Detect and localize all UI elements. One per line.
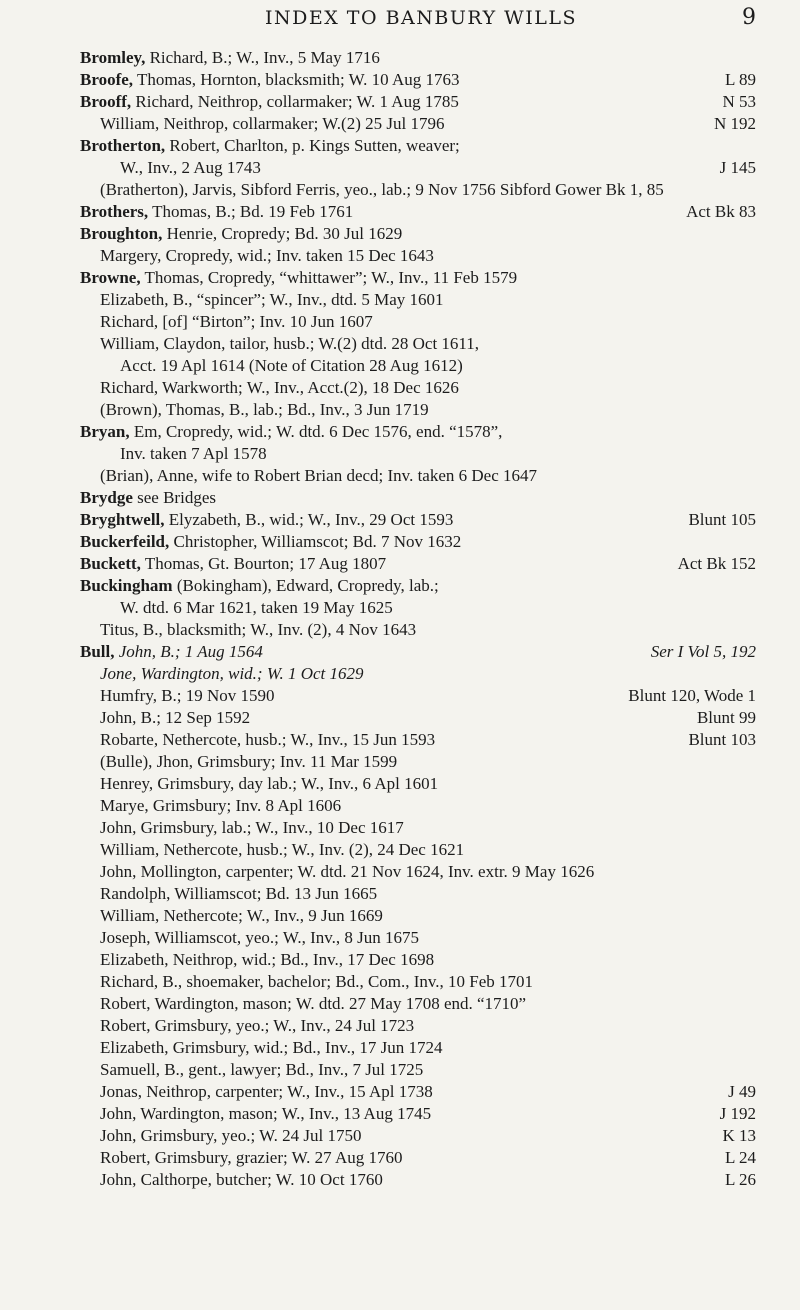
index-entry bbox=[0, 971, 800, 993]
entry-detail: Robert, Wardington, mason; W. dtd. 27 May 1708 end. “1710” bbox=[100, 994, 527, 1013]
entry-reference: Blunt 105 bbox=[688, 510, 756, 529]
entry-detail: Robert, Charlton, p. Kings Sutten, weaver; bbox=[165, 136, 460, 155]
index-entry bbox=[0, 443, 800, 465]
entry-detail: Elizabeth, Neithrop, wid.; Bd., Inv., 17 Dec 1698 bbox=[100, 950, 435, 969]
index-entry bbox=[0, 553, 800, 575]
entry-detail: Richard, Warkworth; W., Inv., Acct.(2), 18 Dec 1626 bbox=[100, 378, 459, 397]
entry-detail: Richard, Neithrop, collarmaker; W. 1 Aug 1785 bbox=[131, 92, 459, 111]
entry-text bbox=[80, 575, 439, 597]
entry-text bbox=[100, 465, 537, 487]
index-entry bbox=[0, 267, 800, 289]
entry-detail: W. dtd. 6 Mar 1621, taken 19 May 1625 bbox=[120, 598, 393, 617]
page-title: INDEX TO BANBURY WILLS bbox=[265, 7, 577, 29]
index-entry bbox=[0, 113, 800, 135]
entry-detail: Randolph, Williamscot; Bd. 13 Jun 1665 bbox=[100, 884, 378, 903]
index-entry bbox=[0, 949, 800, 971]
entry-text bbox=[120, 355, 463, 377]
entry-text bbox=[100, 333, 479, 355]
entry-text bbox=[100, 927, 419, 949]
surname: Brotherton, bbox=[80, 136, 166, 155]
entry-reference: Ser I Vol 5, 192 bbox=[650, 642, 756, 661]
entry-detail: Marye, Grimsbury; Inv. 8 Apl 1606 bbox=[100, 796, 342, 815]
entry-detail: Henrie, Cropredy; Bd. 30 Jul 1629 bbox=[162, 224, 403, 243]
entry-detail: Robarte, Nethercote, husb.; W., Inv., 15 Jun 1593 bbox=[100, 730, 436, 749]
surname: Brydge bbox=[80, 488, 133, 507]
entry-detail: Christopher, Williamscot; Bd. 7 Nov 1632 bbox=[169, 532, 462, 551]
index-entry bbox=[0, 1015, 800, 1037]
index-entry bbox=[0, 1169, 800, 1191]
index-entry bbox=[0, 421, 800, 443]
surname: Buckett, bbox=[80, 554, 141, 573]
entry-text bbox=[100, 971, 533, 993]
entry-text bbox=[80, 47, 380, 69]
entry-detail: (Brian), Anne, wife to Robert Brian decd; Inv. taken 6 Dec 1647 bbox=[100, 466, 537, 485]
surname: Broughton, bbox=[80, 224, 163, 243]
entry-detail: John, Calthorpe, butcher; W. 10 Oct 1760 bbox=[100, 1170, 383, 1189]
index-entry bbox=[0, 817, 800, 839]
entry-detail: Humfry, B.; 19 Nov 1590 bbox=[100, 686, 275, 705]
index-entry bbox=[0, 685, 800, 707]
index-entry bbox=[0, 1081, 800, 1103]
index-entry bbox=[0, 839, 800, 861]
entry-detail: Jone, Wardington, wid.; W. 1 Oct 1629 bbox=[100, 664, 364, 683]
entry-reference: Act Bk 83 bbox=[686, 202, 756, 221]
entry-detail: Robert, Grimsbury, yeo.; W., Inv., 24 Jul 1723 bbox=[100, 1016, 415, 1035]
entry-detail: Margery, Cropredy, wid.; Inv. taken 15 Dec 1643 bbox=[100, 246, 434, 265]
entry-text bbox=[100, 949, 434, 971]
surname: Brooff, bbox=[80, 92, 132, 111]
index-entry bbox=[0, 861, 800, 883]
entry-reference: J 49 bbox=[728, 1082, 756, 1101]
index-entry bbox=[0, 883, 800, 905]
entry-text bbox=[100, 861, 594, 883]
index-entry bbox=[0, 201, 800, 223]
index-entry bbox=[0, 69, 800, 91]
surname: Buckerfeild, bbox=[80, 532, 170, 551]
entry-text bbox=[100, 1147, 403, 1169]
entry-reference: Act Bk 152 bbox=[677, 554, 756, 573]
entry-reference: K 13 bbox=[722, 1126, 756, 1145]
entry-text bbox=[100, 311, 373, 333]
entry-reference: N 53 bbox=[722, 92, 756, 111]
index-entry bbox=[0, 223, 800, 245]
entry-detail: W., Inv., 2 Aug 1743 bbox=[120, 158, 261, 177]
entry-reference: L 26 bbox=[724, 1170, 756, 1189]
entry-text bbox=[100, 1015, 414, 1037]
index-entry bbox=[0, 905, 800, 927]
entry-detail: Thomas, Gt. Bourton; 17 Aug 1807 bbox=[140, 554, 387, 573]
entry-text bbox=[100, 245, 434, 267]
entry-detail: Elizabeth, B., “spincer”; W., Inv., dtd. 5 May 1601 bbox=[100, 290, 444, 309]
entry-detail: (Bulle), Jhon, Grimsbury; Inv. 11 Mar 1599 bbox=[100, 752, 398, 771]
entry-text bbox=[100, 905, 383, 927]
entry-detail: John, Grimsbury, lab.; W., Inv., 10 Dec 1617 bbox=[100, 818, 404, 837]
index-entry bbox=[0, 707, 800, 729]
entry-text bbox=[100, 817, 404, 839]
entry-detail: John, Grimsbury, yeo.; W. 24 Jul 1750 bbox=[100, 1126, 362, 1145]
index-entry bbox=[0, 619, 800, 641]
entry-detail: John, Wardington, mason; W., Inv., 13 Aug 1745 bbox=[100, 1104, 432, 1123]
entry-text bbox=[100, 179, 664, 201]
entry-text bbox=[100, 1037, 442, 1059]
entry-text bbox=[100, 289, 444, 311]
entry-detail: Thomas, Hornton, blacksmith; W. 10 Aug 1763 bbox=[133, 70, 460, 89]
entry-text bbox=[100, 751, 397, 773]
entry-reference: J 192 bbox=[719, 1104, 756, 1123]
entry-text bbox=[80, 135, 460, 157]
entry-detail: William, Nethercote, husb.; W., Inv. (2), 24 Dec 1621 bbox=[100, 840, 465, 859]
entry-text bbox=[100, 685, 275, 707]
entry-detail: Joseph, Williamscot, yeo.; W., Inv., 8 Jun 1675 bbox=[100, 928, 419, 947]
entry-text bbox=[80, 91, 459, 113]
index-entry bbox=[0, 179, 800, 201]
index-entry bbox=[0, 531, 800, 553]
index-entry bbox=[0, 399, 800, 421]
entry-text bbox=[100, 795, 341, 817]
entry-text bbox=[100, 993, 526, 1015]
entry-text bbox=[120, 597, 393, 619]
running-header bbox=[0, 7, 800, 37]
entry-text bbox=[80, 487, 216, 509]
index-entries bbox=[0, 47, 800, 1191]
entry-detail: Thomas, B.; Bd. 19 Feb 1761 bbox=[148, 202, 354, 221]
entry-detail: (Brown), Thomas, B., lab.; Bd., Inv., 3 Jun 1719 bbox=[100, 400, 429, 419]
entry-text bbox=[100, 619, 416, 641]
entry-detail: (Bratherton), Jarvis, Sibford Ferris, yeo., lab.; 9 Nov 1756 Sibford Gower Bk 1, 85 bbox=[100, 180, 664, 199]
entry-text bbox=[100, 1059, 423, 1081]
entry-detail: Jonas, Neithrop, carpenter; W., Inv., 15 Apl 1738 bbox=[100, 1082, 433, 1101]
entry-detail: Samuell, B., gent., lawyer; Bd., Inv., 7 Jul 1725 bbox=[100, 1060, 424, 1079]
index-entry bbox=[0, 927, 800, 949]
index-entry bbox=[0, 1059, 800, 1081]
entry-text bbox=[100, 707, 250, 729]
index-entry bbox=[0, 1103, 800, 1125]
entry-text bbox=[100, 377, 459, 399]
index-entry bbox=[0, 91, 800, 113]
entry-reference: N 192 bbox=[713, 114, 756, 133]
index-entry bbox=[0, 663, 800, 685]
index-entry bbox=[0, 641, 800, 663]
index-entry bbox=[0, 993, 800, 1015]
entry-text bbox=[80, 641, 263, 663]
entry-text bbox=[80, 201, 353, 223]
index-entry bbox=[0, 1037, 800, 1059]
entry-text bbox=[100, 1103, 431, 1125]
entry-reference: Blunt 103 bbox=[688, 730, 756, 749]
entry-detail: Richard, [of] “Birton”; Inv. 10 Jun 1607 bbox=[100, 312, 373, 331]
entry-detail: Inv. taken 7 Apl 1578 bbox=[120, 444, 267, 463]
entry-text bbox=[100, 839, 464, 861]
index-entry bbox=[0, 47, 800, 69]
index-entry bbox=[0, 1125, 800, 1147]
surname: Bull, bbox=[80, 642, 115, 661]
index-entry bbox=[0, 289, 800, 311]
entry-text bbox=[100, 1081, 433, 1103]
index-entry bbox=[0, 1147, 800, 1169]
index-entry bbox=[0, 597, 800, 619]
index-entry bbox=[0, 729, 800, 751]
entry-reference: Blunt 99 bbox=[696, 708, 756, 727]
index-entry bbox=[0, 377, 800, 399]
entry-text bbox=[120, 157, 261, 179]
entry-reference: L 24 bbox=[724, 1148, 756, 1167]
surname: Bromley, bbox=[80, 48, 146, 67]
entry-text bbox=[80, 553, 386, 575]
entry-reference: Blunt 120, Wode 1 bbox=[628, 686, 756, 705]
entry-text bbox=[120, 443, 267, 465]
entry-detail: Robert, Grimsbury, grazier; W. 27 Aug 1760 bbox=[100, 1148, 403, 1167]
surname: Bryan, bbox=[80, 422, 130, 441]
entry-detail: Titus, B., blacksmith; W., Inv. (2), 4 Nov 1643 bbox=[100, 620, 417, 639]
entry-detail: (Bokingham), Edward, Cropredy, lab.; bbox=[172, 576, 439, 595]
entry-detail: see Bridges bbox=[132, 488, 216, 507]
surname: Buckingham bbox=[80, 576, 173, 595]
index-entry bbox=[0, 575, 800, 597]
entry-text bbox=[80, 267, 517, 289]
entry-detail: John, B.; 1 Aug 1564 bbox=[114, 642, 263, 661]
surname: Brothers, bbox=[80, 202, 149, 221]
entry-detail: William, Nethercote; W., Inv., 9 Jun 1669 bbox=[100, 906, 383, 925]
entry-text bbox=[80, 509, 453, 531]
entry-detail: William, Claydon, tailor, husb.; W.(2) dtd. 28 Oct 1611, bbox=[100, 334, 480, 353]
page-number: 9 bbox=[742, 5, 756, 30]
entry-reference: L 89 bbox=[724, 70, 756, 89]
entry-text bbox=[80, 69, 460, 91]
entry-text bbox=[100, 1169, 383, 1191]
index-entry bbox=[0, 751, 800, 773]
index-entry bbox=[0, 333, 800, 355]
index-entry bbox=[0, 465, 800, 487]
index-entry bbox=[0, 245, 800, 267]
surname: Broofe, bbox=[80, 70, 134, 89]
entry-text bbox=[100, 663, 364, 685]
index-entry bbox=[0, 509, 800, 531]
index-entry bbox=[0, 157, 800, 179]
surname: Bryghtwell, bbox=[80, 510, 165, 529]
entry-text bbox=[100, 1125, 361, 1147]
index-entry bbox=[0, 311, 800, 333]
entry-detail: Richard, B., shoemaker, bachelor; Bd., Com., Inv., 10 Feb 1701 bbox=[100, 972, 534, 991]
entry-text bbox=[100, 113, 444, 135]
entry-detail: Henrey, Grimsbury, day lab.; W., Inv., 6 Apl 1601 bbox=[100, 774, 439, 793]
entry-detail: John, B.; 12 Sep 1592 bbox=[100, 708, 251, 727]
entry-text bbox=[100, 773, 438, 795]
entry-detail: Elyzabeth, B., wid.; W., Inv., 29 Oct 1593 bbox=[164, 510, 454, 529]
index-entry bbox=[0, 135, 800, 157]
entry-detail: Richard, B.; W., Inv., 5 May 1716 bbox=[145, 48, 380, 67]
entry-text bbox=[100, 399, 429, 421]
entry-detail: John, Mollington, carpenter; W. dtd. 21 Nov 1624, Inv. extr. 9 May 1626 bbox=[100, 862, 595, 881]
entry-text bbox=[100, 729, 435, 751]
entry-text bbox=[100, 883, 377, 905]
entry-text bbox=[80, 531, 461, 553]
entry-text bbox=[80, 421, 502, 443]
surname: Browne, bbox=[80, 268, 141, 287]
index-entry bbox=[0, 795, 800, 817]
entry-detail: Elizabeth, Grimsbury, wid.; Bd., Inv., 17 Jun 1724 bbox=[100, 1038, 443, 1057]
entry-detail: Em, Cropredy, wid.; W. dtd. 6 Dec 1576, end. “1578”, bbox=[129, 422, 503, 441]
entry-detail: Thomas, Cropredy, “whittawer”; W., Inv., 11 Feb 1579 bbox=[140, 268, 518, 287]
entry-text bbox=[80, 223, 402, 245]
entry-reference: J 145 bbox=[719, 158, 756, 177]
entry-detail: Acct. 19 Apl 1614 (Note of Citation 28 Aug 1612) bbox=[120, 356, 463, 375]
index-entry bbox=[0, 355, 800, 377]
index-entry bbox=[0, 773, 800, 795]
entry-detail: William, Neithrop, collarmaker; W.(2) 25 Jul 1796 bbox=[100, 114, 445, 133]
index-entry bbox=[0, 487, 800, 509]
